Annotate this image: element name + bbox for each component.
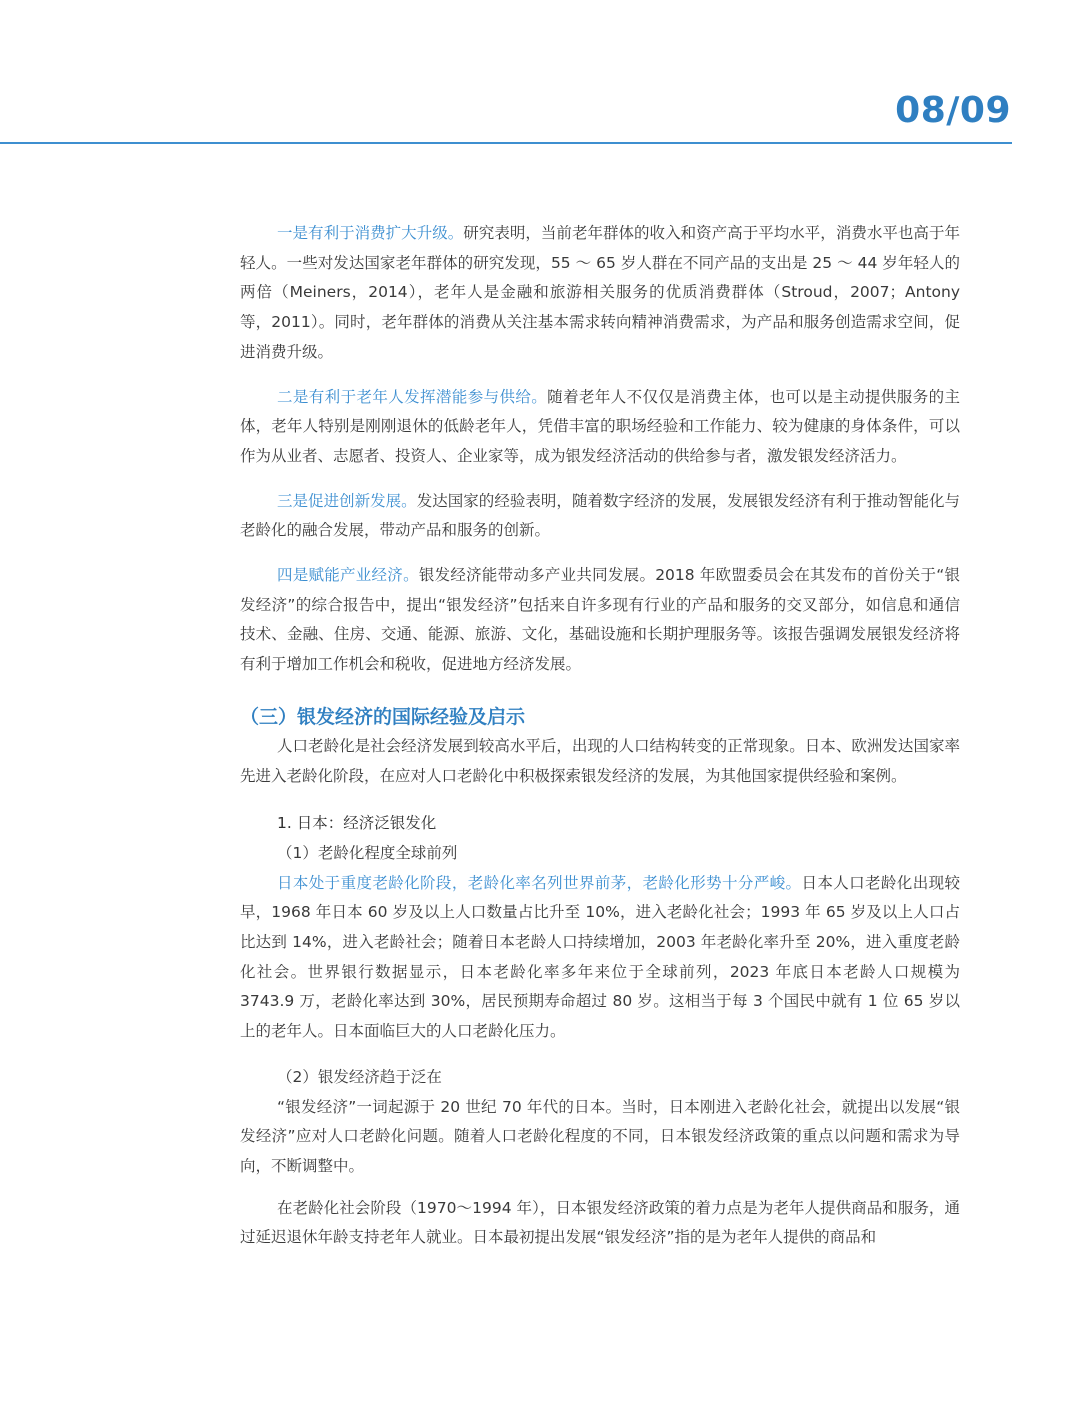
paragraph-aging-intro: 人口老龄化是社会经济发展到较高水平后，出现的人口结构转变的正常现象。日本、欧洲发达国家率先进入老龄化阶段，在应对人口老龄化中积极探索银发经济的发展，为其他国家提供经验和案例。 — [240, 736, 960, 785]
paragraph-lead: 四是赋能产业经济。 — [277, 566, 419, 585]
paragraph-text: 随着老年人不仅仅是消费主体，也可以是主动提供服务的主体，老年人特别是刚刚退休的低龄老年人，凭借丰富的职场经验和工作能力、较为健康的身体条件，可以作为从业者、志愿者、投资人、企业家等，成为银发经济活动的供给参与者，激发银发经济活力。 — [240, 387, 960, 465]
paragraph-japan-aging — [240, 869, 960, 1047]
paragraph-text: 发达国家的经验表明，随着数字经济的发展，发展银发经济有利于推动智能化与老龄化的融合发展，带动产品和服务的创新。 — [240, 491, 960, 540]
paragraph-lead: 日本处于重度老龄化阶段，老龄化率名列世界前茅，老龄化形势十分严峻。 — [277, 873, 802, 892]
paragraph-consumption-upgrade — [240, 219, 960, 368]
paragraph-text: 研究表明，当前老年群体的收入和资产高于平均水平，消费水平也高于年轻人。一些对发达国家老年群体的研究发现，55 ～ 65 岁人群在不同产品的支出是 25 ～ 44 岁年轻人的两倍（Meiners，2014），老年人是金融和旅游相关服务的优质消费群体（Stroud，2007；Antony 等，2011）。同时，老年群体的消费从关注基本需求转向精神消费需求，为产品和服务创造需求空间，促进消费升级。 — [240, 224, 960, 361]
page-number: 08/09 — [895, 90, 1011, 131]
paragraph-elderly-supply — [240, 383, 960, 472]
paragraph-industry — [240, 561, 960, 680]
paragraph-innovation — [240, 487, 960, 546]
paragraph-aging-society-stage: 在老龄化社会阶段（1970～1994 年），日本银发经济政策的着力点是为老年人提供商品和服务，通过延迟退休年龄支持老年人就业。日本最初提出发展“银发经济”指的是为老年人提供的商品和 — [240, 1198, 960, 1247]
section-heading-international: （三）银发经济的国际经验及启示 — [240, 705, 526, 728]
paragraph-lead: 二是有利于老年人发挥潜能参与供给。 — [277, 387, 548, 406]
paragraph-silver-origin: “银发经济”一词起源于 20 世纪 70 年代的日本。当时，日本刚进入老龄化社会，就提出以发展“银发经济”应对人口老龄化问题。随着人口老龄化程度的不同，日本银发经济政策的重点以问题和需求为导向，不断调整中。 — [240, 1097, 960, 1175]
header-divider — [0, 142, 1012, 144]
paragraph-text: 日本人口老龄化出现较早，1968 年日本 60 岁及以上人口数量占比升至 10%，进入老龄化社会；1993 年 65 岁及以上人口占比达到 14%，进入老龄社会；随着日本老龄人口持续增加，2003 年老龄化率升至 20%，进入重度老龄化社会。世界银行数据显示，日本老龄化率多年来位于全球前列，2023 年底日本老龄人口规模为 3743.9 万，老龄化率达到 30%，居民预期寿命超过 80 岁。这相当于每 3 个国民中就有 1 位 65 岁以上的老年人。日本面临巨大的人口老龄化压力。 — [240, 873, 960, 1041]
subheading-silver-economy: （2）银发经济趋于泛在 — [277, 1067, 442, 1086]
subheading-japan: 1. 日本：经济泛银发化 — [277, 814, 437, 833]
paragraph-lead: 一是有利于消费扩大升级。 — [277, 224, 464, 242]
paragraph-lead: 三是促进创新发展。 — [277, 491, 417, 510]
subheading-aging-degree: （1）老龄化程度全球前列 — [277, 843, 458, 862]
article-body — [240, 219, 960, 1253]
paragraph-text: 银发经济能带动多产业共同发展。2018 年欧盟委员会在其发布的首份关于“银发经济”的综合报告中，提出“银发经济”包括来自许多现有行业的产品和服务的交叉部分，如信息和通信技术、金融、住房、交通、能源、旅游、文化，基础设施和长期护理服务等。该报告强调发展银发经济将有利于增加工作机会和税收，促进地方经济发展。 — [240, 566, 960, 674]
